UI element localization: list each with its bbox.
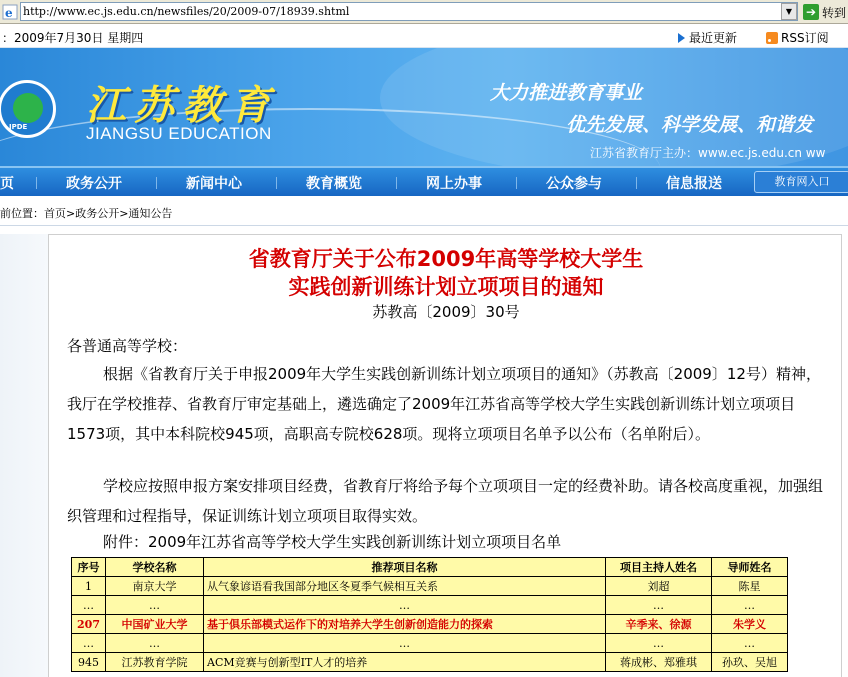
- site-logo-icon[interactable]: [0, 80, 56, 138]
- address-input[interactable]: http://www.ec.js.edu.cn/newsfiles/20/2009-07/18939.shtml: [20, 2, 798, 21]
- logo-text: JPDE: [9, 123, 28, 131]
- cell-leader: 辛季来、徐源: [606, 615, 712, 634]
- slogan-line1: 大力推进教育事业: [490, 82, 643, 104]
- go-button[interactable]: [803, 3, 848, 21]
- cell-project: 从气象谚语看我国部分地区冬夏季气候相互关系: [204, 577, 606, 596]
- address-dropdown-button[interactable]: ▼: [781, 3, 797, 20]
- sponsor-text: 江苏省教育厅主办：www.ec.js.edu.cn ww: [590, 146, 826, 160]
- cell-school: 中国矿业大学: [106, 615, 204, 634]
- nav-item-news[interactable]: 新闻中心: [186, 176, 242, 192]
- attachment-line: 附件：2009年江苏省高等学校大学生实践创新训练计划立项项目名单: [103, 533, 562, 551]
- cell-project: ACM竞赛与创新型IT人才的培养: [204, 653, 606, 672]
- current-date: ：2009年7月30日 星期四: [2, 31, 144, 45]
- nav-item-home[interactable]: 页: [0, 176, 14, 192]
- cell-project: 基于俱乐部模式运作下的对培养大学生创新创造能力的探索: [204, 615, 606, 634]
- table-row-highlighted: [72, 615, 788, 634]
- paragraph-1: 根据《省教育厅关于申报2009年大学生实践创新训练计划立项项目的通知》（苏教高〔2009〕12号）精神，我厅在学校推荐、省教育厅审定基础上，遴选确定了2009年江苏省高等学校大学生实践创新训练计划立项项目1573项，其中本科院校945项，高职高专院校628项。现将立项项目名单予以公布（名单附后）。: [67, 365, 821, 443]
- rss-link[interactable]: [766, 29, 829, 46]
- edu-network-entry-button[interactable]: 教育网入口: [754, 171, 848, 193]
- main-nav: [0, 166, 848, 196]
- slogan-line2: 优先发展、科学发展、和谐发: [566, 114, 814, 136]
- salutation: 各普通高等学校：: [67, 337, 188, 355]
- cell-no: 945: [72, 653, 106, 672]
- nav-separator: [276, 177, 277, 189]
- nav-separator: [636, 177, 637, 189]
- cell-no: 207: [72, 615, 106, 634]
- cell-advisor: 朱学义: [712, 615, 788, 634]
- col-header-advisor: 导师姓名: [712, 558, 788, 577]
- cell-leader: …: [606, 596, 712, 615]
- table-row: [72, 577, 788, 596]
- article-title-line2: 实践创新训练计划立项项目的通知: [288, 275, 604, 299]
- cell-no: …: [72, 596, 106, 615]
- cell-no: 1: [72, 577, 106, 596]
- nav-separator: [396, 177, 397, 189]
- nav-item-public-participation[interactable]: 公众参与: [546, 176, 602, 192]
- table-row: [72, 596, 788, 615]
- triangle-right-icon: [678, 33, 685, 43]
- col-header-no: 序号: [72, 558, 106, 577]
- rss-icon: [766, 32, 778, 44]
- cell-advisor: 陈星: [712, 577, 788, 596]
- nav-separator: [36, 177, 37, 189]
- nav-separator: [516, 177, 517, 189]
- logo-emblem: [13, 93, 43, 123]
- nav-separator: [156, 177, 157, 189]
- cell-advisor: …: [712, 634, 788, 653]
- site-banner: [0, 48, 848, 166]
- nav-item-online-services[interactable]: 网上办事: [426, 176, 482, 192]
- nav-item-gov-affairs[interactable]: 政务公开: [66, 176, 122, 192]
- site-title-cn: 江苏教育: [86, 82, 278, 129]
- cell-school: 南京大学: [106, 577, 204, 596]
- cell-advisor: …: [712, 596, 788, 615]
- col-header-project: 推荐项目名称: [204, 558, 606, 577]
- breadcrumb: 前位置：首页>政务公开>通知公告: [0, 204, 848, 226]
- recent-updates-link[interactable]: [678, 29, 737, 46]
- cell-no: …: [72, 634, 106, 653]
- recent-updates-label: 最近更新: [689, 31, 738, 45]
- cell-school: 江苏教育学院: [106, 653, 204, 672]
- ie-page-icon: [2, 4, 18, 20]
- rss-label: RSS订阅: [781, 31, 829, 45]
- cell-advisor: 孙玖、吴旭: [712, 653, 788, 672]
- article-title-line1: 省教育厅关于公布2009年高等学校大学生: [248, 247, 644, 271]
- article-content: [48, 234, 842, 677]
- cell-project: …: [204, 596, 606, 615]
- col-header-leader: 项目主持人姓名: [606, 558, 712, 577]
- nav-item-overview[interactable]: 教育概览: [306, 176, 362, 192]
- project-table: [71, 557, 788, 672]
- cell-project: …: [204, 634, 606, 653]
- cell-leader: 蒋成彬、郑雅琪: [606, 653, 712, 672]
- document-number: 苏教高〔2009〕30号: [372, 303, 520, 321]
- cell-school: …: [106, 634, 204, 653]
- left-sidebar-strip: [0, 234, 48, 677]
- cell-leader: 刘超: [606, 577, 712, 596]
- go-label: 转到: [822, 5, 847, 20]
- col-header-school: 学校名称: [106, 558, 204, 577]
- svg-text:e: e: [5, 6, 13, 20]
- site-title-en: JIANGSU EDUCATION: [86, 124, 272, 143]
- cell-leader: …: [606, 634, 712, 653]
- paragraph-2: 学校应按照申报方案安排项目经费，省教育厅将给予每个立项项目一定的经费补助。请各校高度重视，加强组织管理和过程指导，保证训练计划立项项目取得实效。: [67, 477, 824, 525]
- top-info-bar: [0, 24, 848, 48]
- go-arrow-icon: ➔: [803, 4, 819, 20]
- address-bar: [0, 0, 848, 24]
- table-row: [72, 634, 788, 653]
- table-header-row: [72, 558, 788, 577]
- nav-item-info-report[interactable]: 信息报送: [666, 176, 722, 192]
- table-row: [72, 653, 788, 672]
- cell-school: …: [106, 596, 204, 615]
